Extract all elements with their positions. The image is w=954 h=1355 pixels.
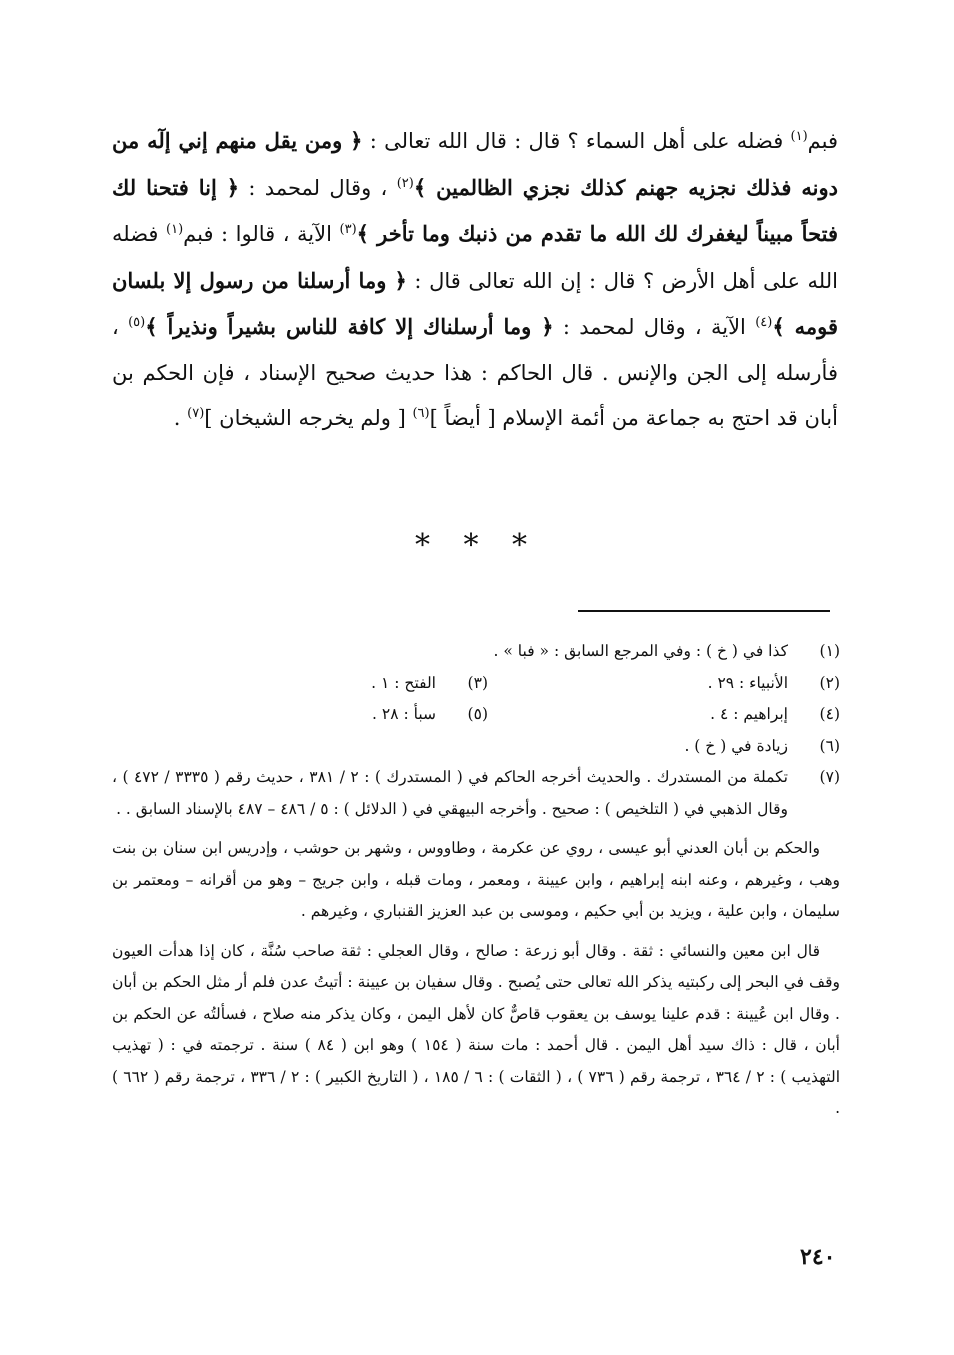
footnote-number: (٦): [819, 736, 840, 755]
main-text-segment: الآية ، قالوا : فبم: [183, 222, 340, 246]
footnote-pair-2-3: [112, 668, 840, 700]
footnote-number: (٧): [819, 768, 840, 786]
footnote-number: (١): [819, 642, 840, 660]
footnote-1: [112, 636, 840, 668]
quran-quote: ﴿ ومن يقل منهم إني إلٓه من دونه فذلك نجزيه جهنم كذلك نجزي الظالمين ﴾: [112, 128, 839, 200]
footnote-number: (٢): [819, 673, 840, 692]
quran-quote: ﴿ وما أرسلنا من رسول إلا بلسان قومه ﴾: [112, 267, 838, 339]
main-text-segment: فبم: [807, 129, 838, 153]
footnote-pair-4-5: [112, 699, 840, 731]
footnote-text: إبراهيم : ٤ .: [710, 705, 788, 723]
page-number: ٢٤٠: [800, 1244, 836, 1270]
footnote-marker: (١): [790, 129, 808, 144]
footnotes: [112, 636, 840, 1125]
main-text-segment: الآية ، وقال لمحمد :: [553, 315, 756, 339]
main-text-segment: .: [173, 406, 188, 430]
footnote-text: الأنبياء : ٢٩ .: [707, 673, 788, 692]
biography-paragraph-2: قال ابن معين والنسائي : ثقة . وقال أبو زرعة : صالح ، وقال العجلي : ثقة صاحب سُنَّة ، كان إذا هدأت العيون وقف في البحر إلى ركبتيه يذكر الله تعالى حتى يُصبح . وقال سفيان بن عيينة : أتيتُ عدن فلم أر مثل الحكم بن أبان . وقال ابن عُيينة : قدم علينا يوسف بن يعقوب قاصٌّ كان لأهل اليمن ، وكان يذكر منه صلاح ، فسألتُه عن الحكم بن أبان ، قال : ذاك سيد أهل اليمن . قال أحمد : مات سنة ( ١٥٤ ) وهو ابن ( ٨٤ ) سنة . ترجمته في : ( تهذيب التهذيب ) : ٢ / ٣٦٤ ، ترجمة رقم ( ٧٣٦ ) ، ( الثقات ) : ٦ / ١٨٥ ، ( التاريخ الكبير ) : ٢ / ٣٣٦ ، ترجمة رقم ( ٦٦٢ ) .: [112, 941, 840, 1117]
footnote-separator-line: [578, 610, 830, 612]
footnote-marker: (٥): [128, 315, 146, 330]
footnote-marker: (٦): [412, 406, 430, 421]
footnote-7: [112, 762, 840, 825]
main-text-segment: [ ولم يخرجه الشيخان ]: [204, 406, 413, 430]
footnote-text: سبأ : ٢٨ .: [372, 705, 436, 723]
footnote-marker: (٢): [396, 175, 414, 191]
footnote-3: [136, 668, 488, 700]
footnote-marker: (٧): [187, 406, 205, 421]
footnote-number: (٤): [819, 705, 840, 723]
footnote-2: [488, 668, 840, 700]
main-text-segment: فضله الله على أهل الأرض ؟ قال : إن الله تعالى قال :: [112, 222, 838, 293]
footnote-5: [136, 699, 488, 731]
footnote-6: [112, 731, 840, 763]
quran-quote: ﴿ وما أرسلناك إلا كافة للناس بشيراً ونذيراً ﴾: [145, 314, 554, 339]
footnote-text: كذا في ( خ ) : وفي المرجع السابق : « فبا » .: [493, 642, 788, 660]
footnote-number: (٣): [467, 673, 488, 692]
main-text-segment: فضله على أهل السماء ؟ قال : قال الله تعالى :: [362, 129, 791, 153]
main-text-segment: ، فأرسله إلى الجن والإنس . قال الحاكم : هذا حديث صحيح الإسناد ، فإن الحكم بن أبان قد احتج به جماعة من أئمة الإسلام [ أيضاً ]: [112, 315, 838, 430]
main-text: [112, 118, 838, 442]
footnote-text: تكملة من المستدرك . والحديث أخرجه الحاكم في ( المستدرك ) : ٢ / ٣٨١ ، حديث رقم ( ٣٣٣٥ / ٤٧٢ ) ، وقال الذهبي في ( التلخيص ) : صحيح . وأخرجه البيهقي في ( الدلائل ) : ٥ / ٤٨٦ – ٤٨٧ بالإسناد السابق . .: [112, 768, 788, 818]
footnote-text: الفتح : ١ .: [371, 673, 436, 692]
footnote-marker: (١): [166, 222, 184, 237]
footnote-marker: (٤): [755, 315, 773, 330]
main-text-segment: ، وقال لمحمد :: [239, 175, 397, 200]
footnote-marker: (٣): [339, 222, 357, 237]
biography-paragraph-1: والحكم بن أبان العدني أبو عيسى ، روي عن عكرمة ، وطاووس ، وشهر بن حوشب ، وإدريس ابن سنان بن بنت وهب ، وغيرهم ، وعنه ابنه إبراهيم ، وابن عيينة ، ومعمر ، ومات قبله ، وابن جريج – وهو من أقرانه – ومعتمر بن سليمان ، وابن علية ، ويزيد بن أبي حكيم ، وموسى بن عبد العزيز القنباري ، وغيرهم .: [112, 839, 840, 920]
footnote-text: زيادة في ( خ ) .: [684, 736, 788, 755]
quran-quote: ﴿ إنا فتحنا لك فتحاً مبيناً ليغفرك لك الله ما تقدم من ذنبك وما تأخر ﴾: [112, 174, 839, 246]
section-divider-asterisks: * * *: [414, 528, 540, 563]
footnote-4: [488, 699, 840, 731]
footnote-number: (٥): [467, 705, 488, 723]
